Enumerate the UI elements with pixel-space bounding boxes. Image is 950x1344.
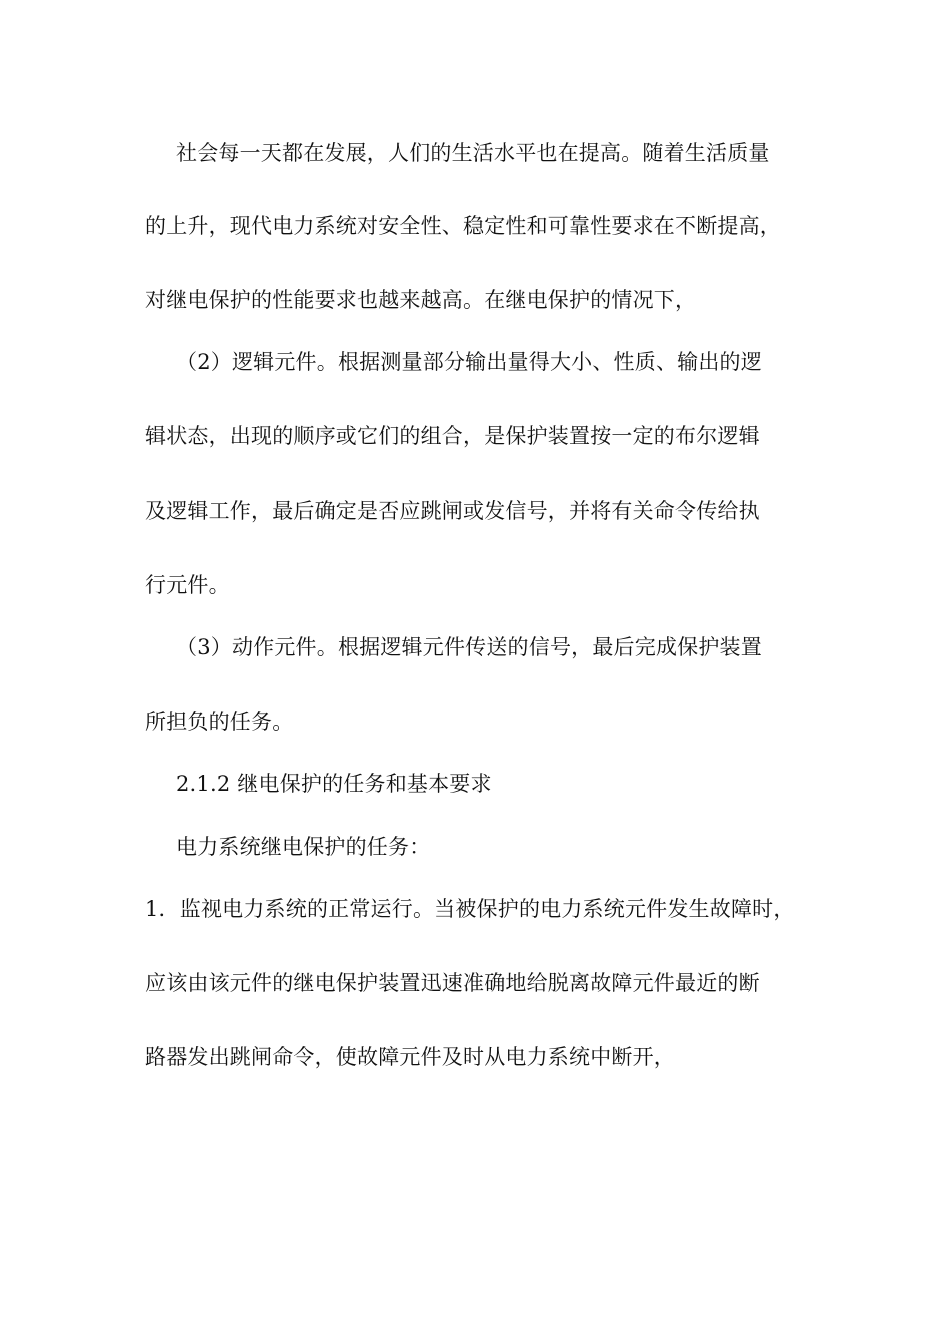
list-item-1-line-1: 1．监视电力系统的正常运行。当被保护的电力系统元件发生故障时， [145, 897, 795, 921]
tasks-intro: 电力系统继电保护的任务： [176, 835, 431, 859]
section-heading: 2.1.2 继电保护的任务和基本要求 [176, 772, 492, 796]
paragraph-1-line-2: 的上升，现代电力系统对安全性、稳定性和可靠性要求在不断提高， [145, 214, 781, 238]
list-item-1-line-2: 应该由该元件的继电保护装置迅速准确地给脱离故障元件最近的断 [145, 971, 760, 995]
paragraph-2-line-4: 行元件。 [145, 573, 230, 597]
paragraph-2-line-1: （2）逻辑元件。根据测量部分输出量得大小、性质、输出的逻 [176, 350, 762, 374]
paragraph-3-line-2: 所担负的任务。 [145, 710, 294, 734]
paragraph-2-line-3: 及逻辑工作，最后确定是否应跳闸或发信号，并将有关命令传给执 [145, 499, 760, 523]
list-item-1-line-3: 路器发出跳闸命令，使故障元件及时从电力系统中断开， [145, 1045, 675, 1069]
paragraph-3-line-1: （3）动作元件。根据逻辑元件传送的信号，最后完成保护装置 [176, 635, 762, 659]
paragraph-1-line-3: 对继电保护的性能要求也越来越高。在继电保护的情况下， [145, 288, 697, 312]
paragraph-2-line-2: 辑状态，出现的顺序或它们的组合，是保护装置按一定的布尔逻辑 [145, 424, 760, 448]
paragraph-1-line-1: 社会每一天都在发展，人们的生活水平也在提高。随着生活质量 [176, 141, 770, 165]
